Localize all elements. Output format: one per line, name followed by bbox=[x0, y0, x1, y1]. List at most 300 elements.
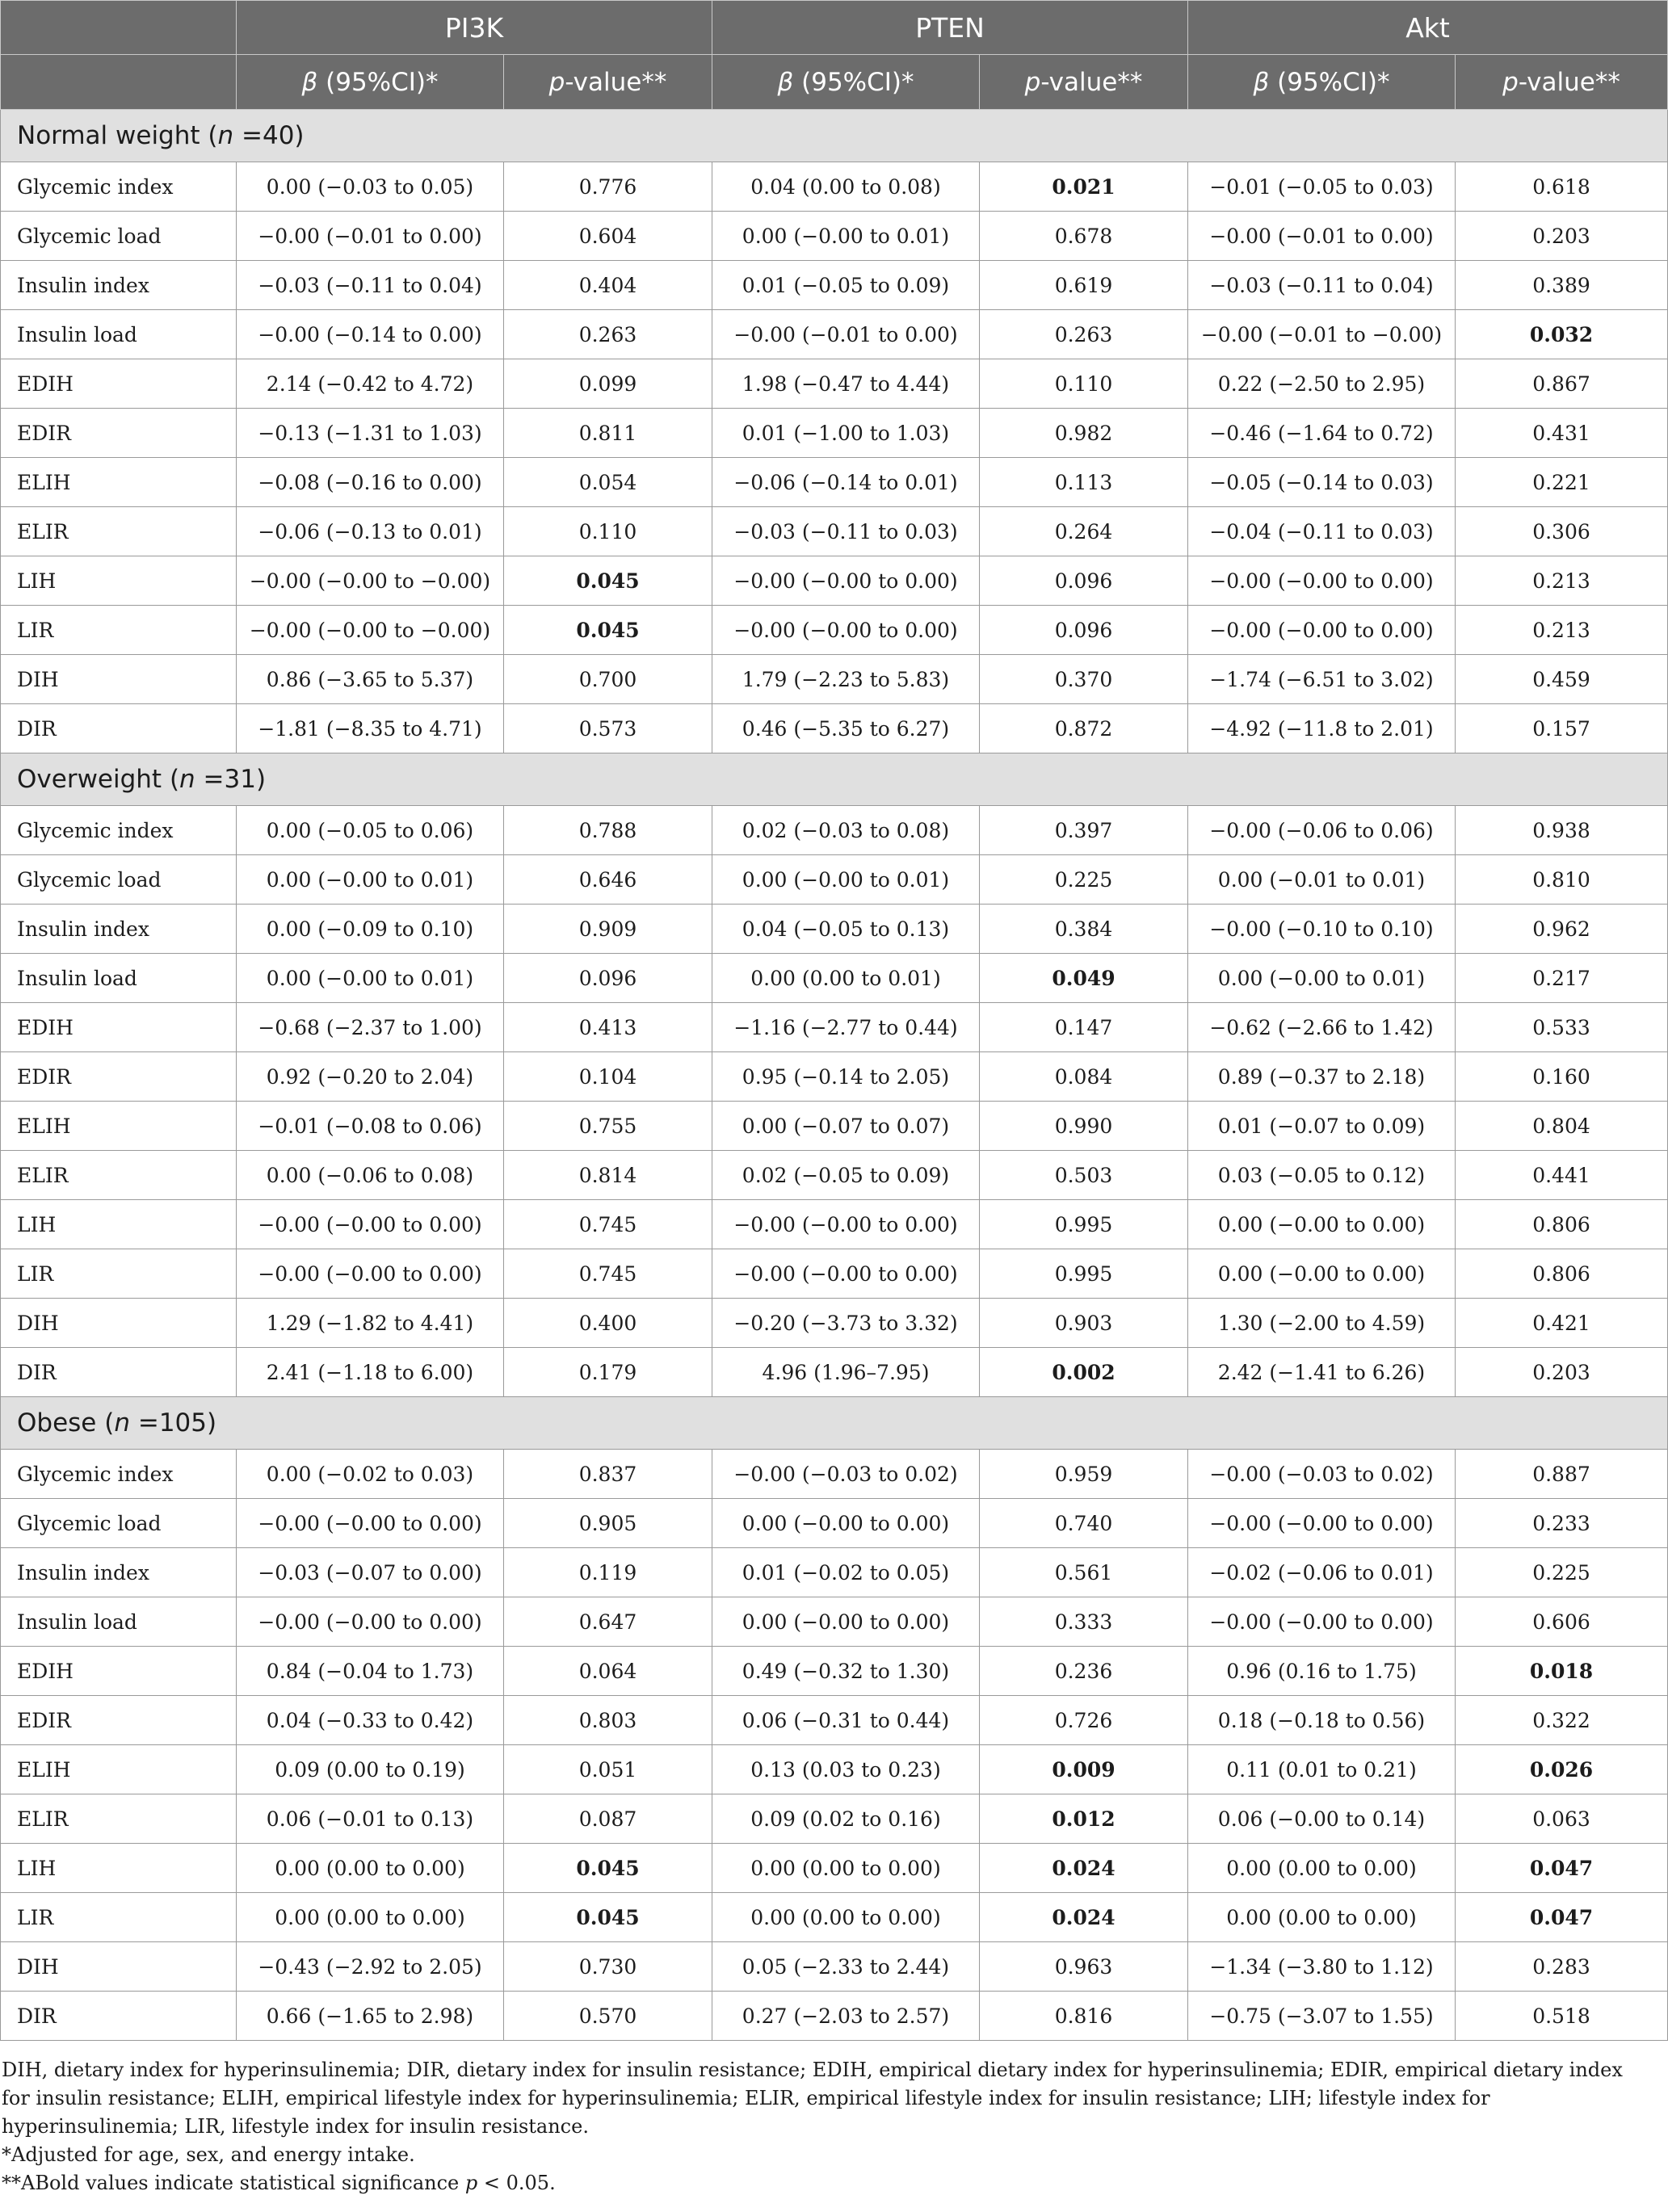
beta-cell: 0.00 (−0.00 to 0.01) bbox=[1188, 954, 1456, 1003]
group-row bbox=[1, 1397, 1668, 1450]
beta-cell: −0.43 (−2.92 to 2.05) bbox=[237, 1942, 504, 1992]
beta-cell: −0.00 (−0.00 to 0.00) bbox=[712, 606, 980, 655]
footnote-significance-text: **ABold values indicate statistical significance bbox=[2, 2172, 465, 2194]
beta-cell: 0.00 (−0.00 to 0.00) bbox=[1188, 1200, 1456, 1249]
table-row bbox=[1, 310, 1668, 359]
pvalue-cell: 0.963 bbox=[980, 1942, 1188, 1992]
table-row bbox=[1, 212, 1668, 261]
row-label: Glycemic load bbox=[1, 855, 237, 905]
row-label: EDIH bbox=[1, 1003, 237, 1052]
row-label: ELIR bbox=[1, 507, 237, 556]
beta-cell: 0.49 (−0.32 to 1.30) bbox=[712, 1647, 980, 1696]
beta-cell: 0.09 (0.02 to 0.16) bbox=[712, 1794, 980, 1844]
pvalue-cell: 0.384 bbox=[980, 905, 1188, 954]
beta-cell: −0.00 (−0.03 to 0.02) bbox=[1188, 1450, 1456, 1499]
row-label: DIR bbox=[1, 704, 237, 753]
pvalue-cell: 0.096 bbox=[504, 954, 712, 1003]
table-row bbox=[1, 1151, 1668, 1200]
beta-cell: −1.81 (−8.35 to 4.71) bbox=[237, 704, 504, 753]
header-pten: PTEN bbox=[712, 1, 1188, 55]
row-label: LIR bbox=[1, 606, 237, 655]
subheader-beta bbox=[1188, 55, 1456, 110]
beta-cell: 0.00 (−0.00 to 0.00) bbox=[1188, 1249, 1456, 1299]
pvalue-cell: 0.431 bbox=[1456, 409, 1668, 458]
table-row bbox=[1, 162, 1668, 212]
header-corner bbox=[1, 1, 237, 55]
table-row bbox=[1, 1942, 1668, 1992]
beta-cell: 0.01 (−0.05 to 0.09) bbox=[712, 261, 980, 310]
pvalue-cell: 0.221 bbox=[1456, 458, 1668, 507]
group-label: Overweight (n =31) bbox=[1, 753, 1668, 806]
pvalue-cell: 0.959 bbox=[980, 1450, 1188, 1499]
beta-cell: 0.00 (−0.07 to 0.07) bbox=[712, 1102, 980, 1151]
pvalue-label: -value** bbox=[565, 67, 667, 97]
beta-cell: −0.05 (−0.14 to 0.03) bbox=[1188, 458, 1456, 507]
table-row bbox=[1, 1052, 1668, 1102]
beta-cell: −0.00 (−0.00 to 0.00) bbox=[237, 1499, 504, 1548]
beta-cell: 0.01 (−1.00 to 1.03) bbox=[712, 409, 980, 458]
pvalue-label: -value** bbox=[1518, 67, 1620, 97]
beta-cell: −0.00 (−0.00 to 0.00) bbox=[712, 556, 980, 606]
pvalue-cell: 0.306 bbox=[1456, 507, 1668, 556]
pvalue-cell: 0.618 bbox=[1456, 162, 1668, 212]
beta-cell: 0.04 (−0.05 to 0.13) bbox=[712, 905, 980, 954]
pvalue-cell: 0.995 bbox=[980, 1200, 1188, 1249]
row-label: Insulin index bbox=[1, 905, 237, 954]
pvalue-cell: 0.806 bbox=[1456, 1249, 1668, 1299]
pvalue-cell: 0.745 bbox=[504, 1249, 712, 1299]
pvalue-cell: 0.147 bbox=[980, 1003, 1188, 1052]
beta-cell: −4.92 (−11.8 to 2.01) bbox=[1188, 704, 1456, 753]
pvalue-cell: 0.084 bbox=[980, 1052, 1188, 1102]
pvalue-cell: 0.647 bbox=[504, 1597, 712, 1647]
beta-cell: −0.62 (−2.66 to 1.42) bbox=[1188, 1003, 1456, 1052]
row-label: Insulin index bbox=[1, 1548, 237, 1597]
row-label: Insulin load bbox=[1, 1597, 237, 1647]
row-label: Insulin load bbox=[1, 954, 237, 1003]
pvalue-cell: 0.573 bbox=[504, 704, 712, 753]
pvalue-cell: 0.903 bbox=[980, 1299, 1188, 1348]
beta-cell: 0.00 (−0.01 to 0.01) bbox=[1188, 855, 1456, 905]
table-row bbox=[1, 1647, 1668, 1696]
pvalue-cell: 0.160 bbox=[1456, 1052, 1668, 1102]
pvalue-cell: 0.051 bbox=[504, 1745, 712, 1794]
row-label: Glycemic index bbox=[1, 1450, 237, 1499]
subheader-beta bbox=[712, 55, 980, 110]
beta-cell: −0.03 (−0.11 to 0.04) bbox=[237, 261, 504, 310]
beta-symbol: β bbox=[777, 67, 794, 97]
group-n-symbol: n bbox=[217, 121, 234, 150]
beta-cell: 1.29 (−1.82 to 4.41) bbox=[237, 1299, 504, 1348]
pvalue-cell: 0.730 bbox=[504, 1942, 712, 1992]
pvalue-cell: 0.606 bbox=[1456, 1597, 1668, 1647]
pvalue-cell: 0.678 bbox=[980, 212, 1188, 261]
beta-cell: 0.46 (−5.35 to 6.27) bbox=[712, 704, 980, 753]
pvalue-cell: 0.263 bbox=[980, 310, 1188, 359]
beta-cell: 0.92 (−0.20 to 2.04) bbox=[237, 1052, 504, 1102]
beta-cell: −0.00 (−0.14 to 0.00) bbox=[237, 310, 504, 359]
group-row bbox=[1, 110, 1668, 162]
pvalue-cell-significant: 0.045 bbox=[504, 1893, 712, 1942]
beta-cell: −0.02 (−0.06 to 0.01) bbox=[1188, 1548, 1456, 1597]
row-label: LIH bbox=[1, 1844, 237, 1893]
row-label: DIR bbox=[1, 1992, 237, 2041]
beta-cell: 0.05 (−2.33 to 2.44) bbox=[712, 1942, 980, 1992]
row-label: DIH bbox=[1, 1942, 237, 1992]
table-row bbox=[1, 1844, 1668, 1893]
pvalue-cell: 0.990 bbox=[980, 1102, 1188, 1151]
group-n-value: =40) bbox=[233, 121, 305, 150]
beta-ci-label: (95%CI)* bbox=[317, 67, 439, 97]
beta-cell: 1.98 (−0.47 to 4.44) bbox=[712, 359, 980, 409]
row-label: LIR bbox=[1, 1893, 237, 1942]
table-header bbox=[1, 1, 1668, 110]
pvalue-cell: 0.755 bbox=[504, 1102, 712, 1151]
table-row bbox=[1, 1745, 1668, 1794]
table-row bbox=[1, 409, 1668, 458]
table-row bbox=[1, 1992, 1668, 2041]
beta-symbol: β bbox=[1253, 67, 1270, 97]
pvalue-cell: 0.814 bbox=[504, 1151, 712, 1200]
pvalue-cell: 0.413 bbox=[504, 1003, 712, 1052]
table-row bbox=[1, 704, 1668, 753]
pvalue-cell: 0.400 bbox=[504, 1299, 712, 1348]
beta-cell: 0.00 (−0.00 to 0.01) bbox=[237, 954, 504, 1003]
pvalue-cell: 0.203 bbox=[1456, 1348, 1668, 1397]
beta-cell: 0.00 (0.00 to 0.00) bbox=[712, 1844, 980, 1893]
row-label: Insulin index bbox=[1, 261, 237, 310]
pvalue-cell: 0.283 bbox=[1456, 1942, 1668, 1992]
table-row bbox=[1, 507, 1668, 556]
beta-cell: −1.34 (−3.80 to 1.12) bbox=[1188, 1942, 1456, 1992]
pvalue-cell: 0.397 bbox=[980, 806, 1188, 855]
pvalue-cell-significant: 0.045 bbox=[504, 606, 712, 655]
group-n-symbol: n bbox=[179, 765, 195, 794]
beta-cell: −0.46 (−1.64 to 0.72) bbox=[1188, 409, 1456, 458]
row-label: DIH bbox=[1, 1299, 237, 1348]
pvalue-cell: 0.389 bbox=[1456, 261, 1668, 310]
pvalue-cell-significant: 0.009 bbox=[980, 1745, 1188, 1794]
beta-cell: −0.03 (−0.07 to 0.00) bbox=[237, 1548, 504, 1597]
pvalue-cell: 0.803 bbox=[504, 1696, 712, 1745]
pvalue-cell: 0.203 bbox=[1456, 212, 1668, 261]
pvalue-cell: 0.962 bbox=[1456, 905, 1668, 954]
group-row bbox=[1, 753, 1668, 806]
beta-cell: −0.00 (−0.00 to 0.00) bbox=[1188, 556, 1456, 606]
table-row bbox=[1, 1102, 1668, 1151]
group-n-symbol: n bbox=[114, 1408, 130, 1438]
pvalue-cell: 0.804 bbox=[1456, 1102, 1668, 1151]
beta-cell: 0.00 (−0.09 to 0.10) bbox=[237, 905, 504, 954]
beta-cell: −0.01 (−0.08 to 0.06) bbox=[237, 1102, 504, 1151]
beta-cell: −0.00 (−0.03 to 0.02) bbox=[712, 1450, 980, 1499]
beta-cell: 0.00 (0.00 to 0.00) bbox=[237, 1844, 504, 1893]
pvalue-cell-significant: 0.002 bbox=[980, 1348, 1188, 1397]
beta-cell: −0.00 (−0.01 to 0.00) bbox=[1188, 212, 1456, 261]
table-row bbox=[1, 905, 1668, 954]
pvalue-cell: 0.646 bbox=[504, 855, 712, 905]
beta-cell: −0.00 (−0.06 to 0.06) bbox=[1188, 806, 1456, 855]
group-n-value: =105) bbox=[129, 1408, 217, 1438]
pvalue-cell: 0.110 bbox=[504, 507, 712, 556]
beta-cell: −0.00 (−0.00 to 0.00) bbox=[237, 1200, 504, 1249]
beta-cell: 0.06 (−0.01 to 0.13) bbox=[237, 1794, 504, 1844]
pvalue-cell: 0.938 bbox=[1456, 806, 1668, 855]
beta-cell: −0.00 (−0.01 to 0.00) bbox=[712, 310, 980, 359]
beta-cell: −0.04 (−0.11 to 0.03) bbox=[1188, 507, 1456, 556]
pvalue-label: -value** bbox=[1040, 67, 1143, 97]
pvalue-cell: 0.570 bbox=[504, 1992, 712, 2041]
subheader-pvalue bbox=[980, 55, 1188, 110]
pvalue-cell: 0.740 bbox=[980, 1499, 1188, 1548]
row-label: ELIR bbox=[1, 1794, 237, 1844]
pvalue-cell: 0.096 bbox=[980, 556, 1188, 606]
pvalue-cell: 0.872 bbox=[980, 704, 1188, 753]
beta-cell: −0.00 (−0.00 to −0.00) bbox=[237, 556, 504, 606]
pvalue-cell: 0.233 bbox=[1456, 1499, 1668, 1548]
p-symbol: p bbox=[1024, 67, 1041, 97]
group-name: Overweight bbox=[17, 765, 162, 794]
pvalue-cell: 0.087 bbox=[504, 1794, 712, 1844]
table-footnotes bbox=[2, 2056, 1649, 2197]
beta-cell: 0.06 (−0.00 to 0.14) bbox=[1188, 1794, 1456, 1844]
row-label: Insulin load bbox=[1, 310, 237, 359]
beta-cell: −0.00 (−0.00 to 0.00) bbox=[1188, 606, 1456, 655]
pvalue-cell: 0.503 bbox=[980, 1151, 1188, 1200]
beta-cell: −0.03 (−0.11 to 0.04) bbox=[1188, 261, 1456, 310]
group-label: Obese (n =105) bbox=[1, 1397, 1668, 1450]
beta-cell: −0.00 (−0.01 to −0.00) bbox=[1188, 310, 1456, 359]
beta-cell: 0.22 (−2.50 to 2.95) bbox=[1188, 359, 1456, 409]
pvalue-cell-significant: 0.032 bbox=[1456, 310, 1668, 359]
table-row bbox=[1, 458, 1668, 507]
row-label: EDIR bbox=[1, 1696, 237, 1745]
pvalue-cell: 0.096 bbox=[980, 606, 1188, 655]
beta-cell: −0.13 (−1.31 to 1.03) bbox=[237, 409, 504, 458]
pvalue-cell: 0.619 bbox=[980, 261, 1188, 310]
pvalue-cell: 0.726 bbox=[980, 1696, 1188, 1745]
pvalue-cell: 0.604 bbox=[504, 212, 712, 261]
footnote-p-symbol: p bbox=[464, 2172, 478, 2194]
footnote-abbreviations: DIH, dietary index for hyperinsulinemia; DIR, dietary index for insulin resistance; EDIH, empirical dietary index for hyperinsulinemia; EDIR, empirical dietary index for insulin resistance; ELIH, empirical lifestyle index for hyperinsulinemia; ELIR, empirical lifestyle index for insulin resistance; LIH; lifestyle index for hyperinsulinemia; LIR, lifestyle index for insulin resistance. bbox=[2, 2059, 1623, 2138]
pvalue-cell: 0.776 bbox=[504, 162, 712, 212]
beta-cell: 1.30 (−2.00 to 4.59) bbox=[1188, 1299, 1456, 1348]
row-label: Glycemic index bbox=[1, 162, 237, 212]
beta-cell: −0.00 (−0.00 to 0.00) bbox=[1188, 1597, 1456, 1647]
table-row bbox=[1, 1597, 1668, 1647]
beta-cell: −0.00 (−0.00 to 0.00) bbox=[237, 1597, 504, 1647]
table-row bbox=[1, 359, 1668, 409]
beta-cell: 0.66 (−1.65 to 2.98) bbox=[237, 1992, 504, 2041]
beta-cell: −1.74 (−6.51 to 3.02) bbox=[1188, 655, 1456, 704]
table-row bbox=[1, 1299, 1668, 1348]
pvalue-cell: 0.810 bbox=[1456, 855, 1668, 905]
beta-cell: −0.20 (−3.73 to 3.32) bbox=[712, 1299, 980, 1348]
beta-cell: 0.86 (−3.65 to 5.37) bbox=[237, 655, 504, 704]
beta-cell: 0.02 (−0.05 to 0.09) bbox=[712, 1151, 980, 1200]
pvalue-cell: 0.179 bbox=[504, 1348, 712, 1397]
beta-cell: 0.02 (−0.03 to 0.08) bbox=[712, 806, 980, 855]
table-row bbox=[1, 556, 1668, 606]
table-row bbox=[1, 1794, 1668, 1844]
table-row bbox=[1, 1893, 1668, 1942]
beta-ci-label: (95%CI)* bbox=[1269, 67, 1390, 97]
beta-cell: 0.00 (0.00 to 0.00) bbox=[1188, 1844, 1456, 1893]
pvalue-cell: 0.322 bbox=[1456, 1696, 1668, 1745]
row-label: Glycemic load bbox=[1, 1499, 237, 1548]
beta-cell: 2.14 (−0.42 to 4.72) bbox=[237, 359, 504, 409]
table-row bbox=[1, 1696, 1668, 1745]
pvalue-cell: 0.909 bbox=[504, 905, 712, 954]
table-row bbox=[1, 1249, 1668, 1299]
row-label: DIR bbox=[1, 1348, 237, 1397]
pvalue-cell: 0.905 bbox=[504, 1499, 712, 1548]
beta-cell: 0.00 (−0.00 to 0.00) bbox=[712, 1499, 980, 1548]
beta-cell: 0.06 (−0.31 to 0.44) bbox=[712, 1696, 980, 1745]
pvalue-cell: 0.370 bbox=[980, 655, 1188, 704]
pvalue-cell: 0.887 bbox=[1456, 1450, 1668, 1499]
table-row bbox=[1, 954, 1668, 1003]
beta-cell: −0.00 (−0.00 to 0.00) bbox=[712, 1249, 980, 1299]
table-row bbox=[1, 1548, 1668, 1597]
subheader-pvalue bbox=[504, 55, 712, 110]
row-label: ELIR bbox=[1, 1151, 237, 1200]
table-row bbox=[1, 806, 1668, 855]
beta-cell: 0.00 (−0.06 to 0.08) bbox=[237, 1151, 504, 1200]
pvalue-cell-significant: 0.021 bbox=[980, 162, 1188, 212]
pvalue-cell: 0.995 bbox=[980, 1249, 1188, 1299]
pvalue-cell: 0.441 bbox=[1456, 1151, 1668, 1200]
beta-cell: −0.03 (−0.11 to 0.03) bbox=[712, 507, 980, 556]
pvalue-cell: 0.404 bbox=[504, 261, 712, 310]
pvalue-cell: 0.119 bbox=[504, 1548, 712, 1597]
beta-cell: 0.00 (−0.03 to 0.05) bbox=[237, 162, 504, 212]
beta-cell: 0.00 (−0.00 to 0.01) bbox=[712, 855, 980, 905]
beta-cell: −0.08 (−0.16 to 0.00) bbox=[237, 458, 504, 507]
beta-cell: 0.00 (−0.00 to 0.01) bbox=[712, 212, 980, 261]
group-name: Obese bbox=[17, 1408, 97, 1438]
p-symbol: p bbox=[1502, 67, 1519, 97]
subheader-beta bbox=[237, 55, 504, 110]
header-akt: Akt bbox=[1188, 1, 1668, 55]
beta-cell: −0.75 (−3.07 to 1.55) bbox=[1188, 1992, 1456, 2041]
beta-cell: 0.00 (−0.00 to 0.00) bbox=[712, 1597, 980, 1647]
subheader-pvalue bbox=[1456, 55, 1668, 110]
beta-cell: 0.01 (−0.07 to 0.09) bbox=[1188, 1102, 1456, 1151]
beta-cell: 0.03 (−0.05 to 0.12) bbox=[1188, 1151, 1456, 1200]
table-body bbox=[1, 110, 1668, 2041]
pvalue-cell: 0.806 bbox=[1456, 1200, 1668, 1249]
pvalue-cell: 0.157 bbox=[1456, 704, 1668, 753]
beta-cell: −0.68 (−2.37 to 1.00) bbox=[237, 1003, 504, 1052]
beta-cell: 0.89 (−0.37 to 2.18) bbox=[1188, 1052, 1456, 1102]
pvalue-cell: 0.236 bbox=[980, 1647, 1188, 1696]
pvalue-cell: 0.225 bbox=[1456, 1548, 1668, 1597]
beta-cell: 0.04 (0.00 to 0.08) bbox=[712, 162, 980, 212]
table-row bbox=[1, 1200, 1668, 1249]
beta-cell: −0.00 (−0.00 to 0.00) bbox=[1188, 1499, 1456, 1548]
beta-cell: 0.27 (−2.03 to 2.57) bbox=[712, 1992, 980, 2041]
beta-cell: 0.04 (−0.33 to 0.42) bbox=[237, 1696, 504, 1745]
pvalue-cell: 0.113 bbox=[980, 458, 1188, 507]
pvalue-cell: 0.099 bbox=[504, 359, 712, 409]
row-label: LIR bbox=[1, 1249, 237, 1299]
row-label: DIH bbox=[1, 655, 237, 704]
group-n-value: =31) bbox=[195, 765, 267, 794]
pvalue-cell: 0.745 bbox=[504, 1200, 712, 1249]
row-label: EDIH bbox=[1, 359, 237, 409]
pvalue-cell-significant: 0.045 bbox=[504, 1844, 712, 1893]
pvalue-cell: 0.837 bbox=[504, 1450, 712, 1499]
row-label: EDIR bbox=[1, 409, 237, 458]
pvalue-cell: 0.459 bbox=[1456, 655, 1668, 704]
row-label: LIH bbox=[1, 1200, 237, 1249]
pvalue-cell-significant: 0.024 bbox=[980, 1893, 1188, 1942]
pvalue-cell-significant: 0.049 bbox=[980, 954, 1188, 1003]
pvalue-cell: 0.700 bbox=[504, 655, 712, 704]
pvalue-cell: 0.816 bbox=[980, 1992, 1188, 2041]
beta-cell: −0.00 (−0.00 to −0.00) bbox=[237, 606, 504, 655]
beta-cell: 0.00 (0.00 to 0.00) bbox=[712, 1893, 980, 1942]
pvalue-cell: 0.213 bbox=[1456, 556, 1668, 606]
beta-cell: 0.18 (−0.18 to 0.56) bbox=[1188, 1696, 1456, 1745]
table-row bbox=[1, 655, 1668, 704]
row-label: ELIH bbox=[1, 458, 237, 507]
beta-cell: −0.00 (−0.10 to 0.10) bbox=[1188, 905, 1456, 954]
beta-cell: −0.06 (−0.13 to 0.01) bbox=[237, 507, 504, 556]
beta-cell: 0.01 (−0.02 to 0.05) bbox=[712, 1548, 980, 1597]
row-label: Glycemic index bbox=[1, 806, 237, 855]
table-row bbox=[1, 1003, 1668, 1052]
header-pi3k: PI3K bbox=[237, 1, 712, 55]
beta-cell: −0.00 (−0.00 to 0.00) bbox=[712, 1200, 980, 1249]
beta-symbol: β bbox=[301, 67, 318, 97]
table-row bbox=[1, 1499, 1668, 1548]
pvalue-cell: 0.217 bbox=[1456, 954, 1668, 1003]
beta-cell: 2.41 (−1.18 to 6.00) bbox=[237, 1348, 504, 1397]
pvalue-cell: 0.788 bbox=[504, 806, 712, 855]
beta-cell: 0.95 (−0.14 to 2.05) bbox=[712, 1052, 980, 1102]
pvalue-cell-significant: 0.012 bbox=[980, 1794, 1188, 1844]
beta-cell: −0.06 (−0.14 to 0.01) bbox=[712, 458, 980, 507]
footnote-significance-threshold: < 0.05. bbox=[477, 2172, 556, 2194]
table-row bbox=[1, 261, 1668, 310]
beta-cell: 0.00 (−0.00 to 0.01) bbox=[237, 855, 504, 905]
group-name: Normal weight bbox=[17, 121, 200, 150]
pvalue-cell: 0.533 bbox=[1456, 1003, 1668, 1052]
beta-cell: 0.00 (0.00 to 0.00) bbox=[1188, 1893, 1456, 1942]
footnote-significance bbox=[2, 2169, 1649, 2197]
beta-cell: 4.96 (1.96–7.95) bbox=[712, 1348, 980, 1397]
pvalue-cell-significant: 0.047 bbox=[1456, 1844, 1668, 1893]
pvalue-cell-significant: 0.047 bbox=[1456, 1893, 1668, 1942]
beta-cell: −0.01 (−0.05 to 0.03) bbox=[1188, 162, 1456, 212]
pvalue-cell: 0.811 bbox=[504, 409, 712, 458]
beta-cell: 2.42 (−1.41 to 6.26) bbox=[1188, 1348, 1456, 1397]
beta-cell: 0.00 (−0.05 to 0.06) bbox=[237, 806, 504, 855]
beta-ci-label: (95%CI)* bbox=[793, 67, 914, 97]
pvalue-cell: 0.333 bbox=[980, 1597, 1188, 1647]
table-row bbox=[1, 855, 1668, 905]
pvalue-cell: 0.213 bbox=[1456, 606, 1668, 655]
row-label: EDIH bbox=[1, 1647, 237, 1696]
row-label: EDIR bbox=[1, 1052, 237, 1102]
beta-cell: −0.00 (−0.01 to 0.00) bbox=[237, 212, 504, 261]
pvalue-cell: 0.064 bbox=[504, 1647, 712, 1696]
pvalue-cell: 0.263 bbox=[504, 310, 712, 359]
row-label: LIH bbox=[1, 556, 237, 606]
pvalue-cell: 0.264 bbox=[980, 507, 1188, 556]
